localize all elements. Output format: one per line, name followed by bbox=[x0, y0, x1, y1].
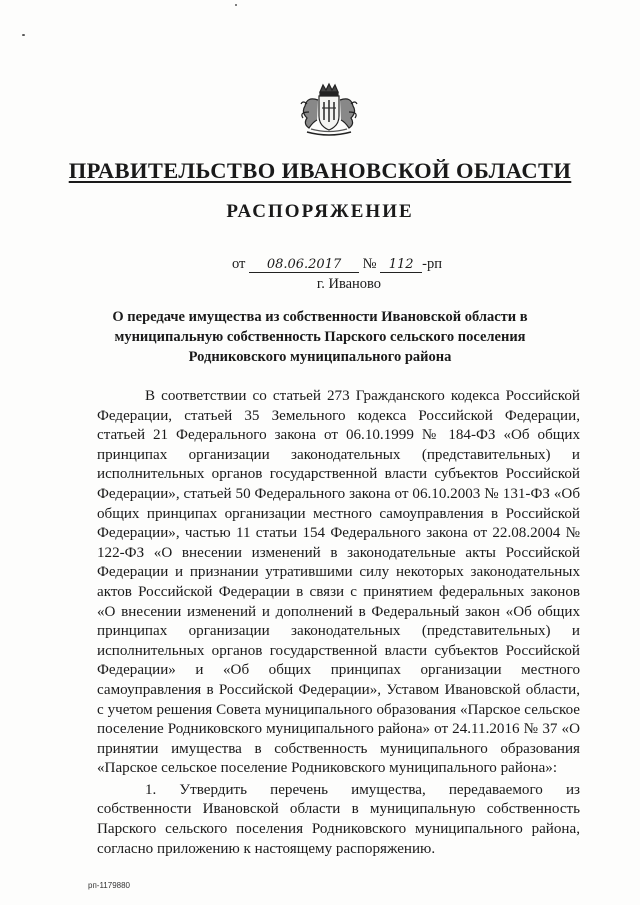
government-title: ПРАВИТЕЛЬСТВО ИВАНОВСКОЙ ОБЛАСТИ bbox=[68, 158, 572, 183]
date-prefix: от bbox=[232, 256, 246, 272]
number-sign: № bbox=[362, 256, 377, 272]
body-paragraph: 1. Утвердить перечень имущества, передаваемого из собственности Ивановской области в муниципальную собственность Парского сельского поселения Родниковского муниципального района, согласно приложению к настоящему распоряжению. bbox=[97, 781, 580, 857]
coat-of-arms-icon bbox=[293, 82, 365, 140]
document-subject: О передаче имущества из собственности Ивановской области в муниципальную собственность Парского сельского поселения Родниковского муниципального района bbox=[112, 309, 528, 365]
document-date: 08.06.2017 bbox=[249, 258, 359, 273]
body-paragraph: В соответствии со статьей 273 Гражданского кодекса Российской Федерации, статьей 35 Земельного кодекса Российской Федерации, статьей 21 Федерального закона от 06.10.1999 № 184-ФЗ «Об общих принципах организации законодательных (представительных) и исполнительных органов государственной власти субъектов Российской Федерации», статьей 50 Федерального закона от 06.10.2003 № 131-ФЗ «Об общих принципах организации местного самоуправления в Российской Федерации», частью 11 статьи 154 Федерального закона от 22.08.2004 № 122-ФЗ «О внесении изменений в законодательные акты Российской Федерации и признании утратившими силу некоторых законодательных актов Российской Федерации в связи с принятием федеральных законов «О внесении изменений и дополнений в Федеральный закон «Об общих принципах организации законодательных (представительных) и исполнительных органов государственной власти субъектов Российской Федерации» и «Об общих принципах организации местного самоуправления в Российской Федерации», Уставом Ивановской области, с учетом решения Совета муниципального образования «Парское сельское поселение Родниковского муниципального района» от 24.11.2016 № 37 «О принятии имущества в собственность муниципального образования «Парское сельское поселение Родниковского муниципального района»: bbox=[97, 388, 580, 777]
city-name: г. Иваново bbox=[316, 276, 382, 292]
document-type-heading: РАСПОРЯЖЕНИЕ bbox=[226, 201, 414, 222]
document-body bbox=[97, 387, 580, 859]
date-number-line bbox=[232, 256, 442, 273]
document-code: рп-1179880 bbox=[88, 881, 130, 890]
number-suffix: -рп bbox=[422, 256, 442, 272]
scan-speck bbox=[22, 34, 25, 36]
scan-speck bbox=[235, 4, 237, 6]
document-number: 112 bbox=[380, 258, 422, 273]
